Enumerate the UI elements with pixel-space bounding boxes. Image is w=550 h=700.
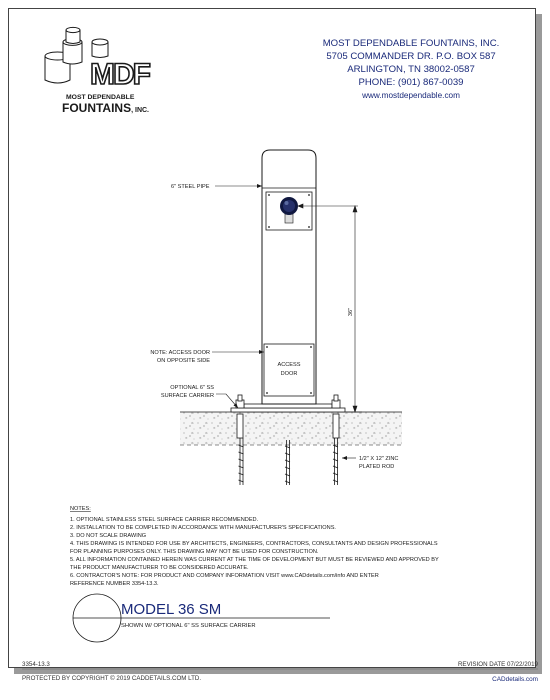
logo-mark: MDF (90, 58, 149, 91)
fountain-pedestal (262, 150, 316, 404)
revision-date: REVISION DATE 07/22/2019 (457, 661, 538, 668)
company-info (323, 38, 500, 100)
note-line: FOR PLANNING PURPOSES ONLY. THIS DRAWING MAY NOT BE USED FOR CONSTRUCTION. (70, 549, 319, 555)
company-city: ARLINGTON, TN 38002-0587 (347, 64, 475, 75)
logo-inc: , INC. (131, 107, 149, 114)
model-title: MODEL 36 SM (121, 601, 222, 618)
copyright-notice: PROTECTED BY COPYRIGHT © 2019 CADDETAILS.COM LTD. (22, 675, 202, 682)
carrier-label-line2: SURFACE CARRIER (160, 393, 214, 399)
door-note-line2: ON OPPOSITE SIDE (156, 358, 210, 364)
height-dimension-label: 36" (348, 307, 354, 317)
callout-steel-pipe (171, 184, 262, 190)
note-line: THE PRODUCT MANUFACTURER TO BE CONSIDERED ACCURATE. (70, 565, 249, 571)
logo-fountains: FOUNTAINS (62, 101, 132, 115)
access-door (264, 344, 314, 396)
door-note-line1: NOTE: ACCESS DOOR (150, 350, 210, 356)
company-phone: PHONE: (901) 867-0039 (358, 77, 464, 88)
rod-threads-left (239, 438, 244, 485)
note-line: 5. ALL INFORMATION CONTAINED HEREIN WAS CURRENT AT THE TIME OF DEVELOPMENT BUT MUST BE REVIEWED AND APPROVED BY (70, 557, 439, 563)
rod-label-line1: 1/2" X 12" ZINC (359, 456, 399, 462)
access-door-label-line1: ACCESS (277, 362, 301, 368)
notes-block (70, 506, 439, 587)
rod-threads-middle (285, 440, 290, 485)
note-line: 1. OPTIONAL STAINLESS STEEL SURFACE CARRIER RECOMMENDED. (70, 517, 259, 523)
rod-label-line2: PLATED ROD (359, 464, 395, 470)
callout-rod (342, 456, 398, 470)
access-door-label-line2: DOOR (280, 371, 298, 377)
notes-heading: NOTES: (70, 506, 91, 512)
surface-carrier (231, 404, 345, 412)
carrier-label-line1: OPTIONAL 6" SS (170, 385, 214, 391)
note-line: 4. THIS DRAWING IS INTENDED FOR USE BY ARCHITECTS, ENGINEERS, CONTRACTORS, CONSULTANTS AND DESIGN PROFESSIONALS (70, 541, 438, 547)
note-line: 6. CONTRACTOR'S NOTE: FOR PRODUCT AND COMPANY INFORMATION VISIT www.CADdetails.com/info AND ENTER (70, 573, 379, 579)
reference-number: 3354-13.3 (22, 661, 50, 668)
company-logo (45, 27, 151, 115)
callout-door-note (150, 350, 264, 364)
company-address: 5705 COMMANDER DR. P.O. BOX 587 (326, 51, 496, 62)
note-line: REFERENCE NUMBER 3354-13.3. (70, 581, 159, 587)
company-website: www.mostdependable.com (362, 91, 460, 100)
concrete-slab (180, 412, 402, 445)
callout-carrier (161, 385, 238, 408)
note-line: 2. INSTALLATION TO BE COMPLETED IN ACCORDANCE WITH MANUFACTURER'S SPECIFICATIONS. (70, 525, 336, 531)
logo-text-line1: MOST DEPENDABLE (66, 94, 135, 101)
logo-text-line2 (62, 101, 149, 115)
title-block (73, 594, 330, 642)
company-name: MOST DEPENDABLE FOUNTAINS, INC. (322, 38, 500, 49)
model-subtitle: SHOWN W/ OPTIONAL 6" SS SURFACE CARRIER (121, 623, 256, 629)
footer (22, 661, 539, 683)
note-line: 3. DO NOT SCALE DRAWING (70, 533, 147, 539)
caddetails-link[interactable]: CADdetails.com (492, 676, 538, 683)
steel-pipe-label: 6" STEEL PIPE (171, 184, 210, 190)
